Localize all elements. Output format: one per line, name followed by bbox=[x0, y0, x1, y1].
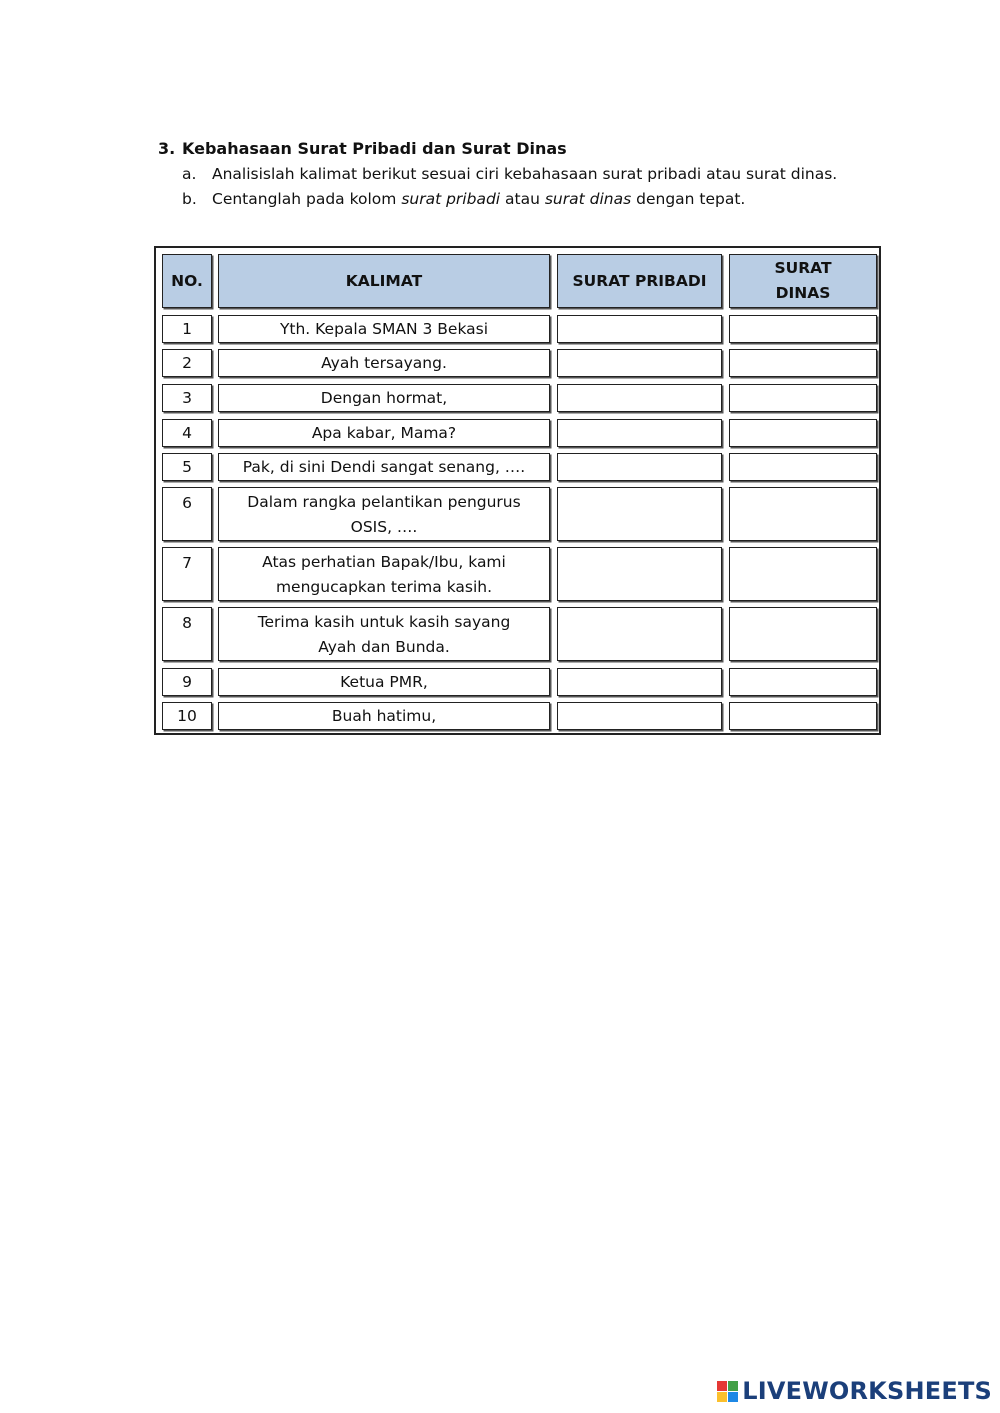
header-surat-dinas-line1: SURAT bbox=[774, 259, 832, 277]
row-number: 3 bbox=[162, 384, 212, 412]
row-kalimat: Pak, di sini Dendi sangat senang, …. bbox=[218, 453, 550, 481]
instruction-letter: a. bbox=[182, 165, 197, 183]
section-number: 3. bbox=[158, 139, 176, 158]
checkbox-surat-pribadi[interactable] bbox=[557, 315, 722, 343]
checkbox-surat-pribadi[interactable] bbox=[557, 702, 722, 730]
checkbox-surat-dinas[interactable] bbox=[729, 384, 877, 412]
liveworksheets-logo bbox=[717, 1379, 992, 1403]
checkbox-surat-dinas[interactable] bbox=[729, 607, 877, 661]
exercise-section bbox=[158, 136, 918, 212]
header-no: NO. bbox=[162, 254, 212, 308]
row-kalimat-line: Atas perhatian Bapak/Ibu, kami bbox=[262, 553, 506, 571]
row-kalimat bbox=[218, 607, 550, 661]
header-surat-dinas-line2: DINAS bbox=[775, 284, 831, 302]
header-kalimat: KALIMAT bbox=[218, 254, 550, 308]
instruction-b bbox=[158, 187, 918, 212]
checkbox-surat-dinas[interactable] bbox=[729, 453, 877, 481]
row-number: 6 bbox=[162, 487, 212, 541]
liveworksheets-logo-icon bbox=[717, 1381, 738, 1402]
checkbox-surat-dinas[interactable] bbox=[729, 349, 877, 377]
row-kalimat-line: Terima kasih untuk kasih sayang bbox=[257, 613, 511, 631]
checkbox-surat-dinas[interactable] bbox=[729, 487, 877, 541]
checkbox-surat-dinas[interactable] bbox=[729, 315, 877, 343]
row-number: 9 bbox=[162, 668, 212, 696]
instruction-italic-term: surat pribadi bbox=[401, 190, 501, 208]
row-kalimat-line: mengucapkan terima kasih. bbox=[275, 578, 493, 596]
instruction-text-part: dengan tepat. bbox=[631, 190, 746, 208]
instruction-italic-term: surat dinas bbox=[544, 190, 632, 208]
row-number: 1 bbox=[162, 315, 212, 343]
checkbox-surat-pribadi[interactable] bbox=[557, 384, 722, 412]
row-kalimat: Ayah tersayang. bbox=[218, 349, 550, 377]
row-kalimat bbox=[218, 487, 550, 541]
row-kalimat: Apa kabar, Mama? bbox=[218, 419, 550, 447]
checkbox-surat-pribadi[interactable] bbox=[557, 668, 722, 696]
logo-text: LIVEWORKSHEETS bbox=[742, 1377, 992, 1405]
instruction-text: Analisislah kalimat berikut sesuai ciri kebahasaan surat pribadi atau surat dinas. bbox=[212, 165, 838, 183]
section-title bbox=[158, 136, 918, 162]
row-number: 5 bbox=[162, 453, 212, 481]
row-number: 10 bbox=[162, 702, 212, 730]
instruction-text-part: Centanglah pada kolom bbox=[212, 190, 402, 208]
checkbox-surat-pribadi[interactable] bbox=[557, 547, 722, 601]
instruction-a bbox=[158, 162, 918, 187]
row-kalimat bbox=[218, 547, 550, 601]
answer-table bbox=[154, 246, 881, 735]
row-number: 8 bbox=[162, 607, 212, 661]
checkbox-surat-dinas[interactable] bbox=[729, 419, 877, 447]
row-kalimat-line: Dalam rangka pelantikan pengurus bbox=[247, 493, 521, 511]
row-kalimat: Dengan hormat, bbox=[218, 384, 550, 412]
section-title-text: Kebahasaan Surat Pribadi dan Surat Dinas bbox=[182, 139, 567, 158]
instruction-letter: b. bbox=[182, 190, 197, 208]
logo-block bbox=[728, 1381, 738, 1391]
logo-block bbox=[728, 1392, 738, 1402]
header-surat-dinas bbox=[729, 254, 877, 308]
row-kalimat: Yth. Kepala SMAN 3 Bekasi bbox=[218, 315, 550, 343]
row-kalimat: Ketua PMR, bbox=[218, 668, 550, 696]
checkbox-surat-dinas[interactable] bbox=[729, 668, 877, 696]
logo-block bbox=[717, 1392, 727, 1402]
checkbox-surat-pribadi[interactable] bbox=[557, 453, 722, 481]
row-number: 4 bbox=[162, 419, 212, 447]
checkbox-surat-dinas[interactable] bbox=[729, 702, 877, 730]
checkbox-surat-pribadi[interactable] bbox=[557, 487, 722, 541]
row-kalimat-line: Ayah dan Bunda. bbox=[318, 638, 450, 656]
logo-block bbox=[717, 1381, 727, 1391]
row-number: 2 bbox=[162, 349, 212, 377]
row-kalimat: Buah hatimu, bbox=[218, 702, 550, 730]
checkbox-surat-dinas[interactable] bbox=[729, 547, 877, 601]
row-number: 7 bbox=[162, 547, 212, 601]
checkbox-surat-pribadi[interactable] bbox=[557, 607, 722, 661]
header-surat-pribadi: SURAT PRIBADI bbox=[557, 254, 722, 308]
checkbox-surat-pribadi[interactable] bbox=[557, 419, 722, 447]
instruction-text-part: atau bbox=[500, 190, 545, 208]
row-kalimat-line: OSIS, …. bbox=[350, 518, 418, 536]
checkbox-surat-pribadi[interactable] bbox=[557, 349, 722, 377]
